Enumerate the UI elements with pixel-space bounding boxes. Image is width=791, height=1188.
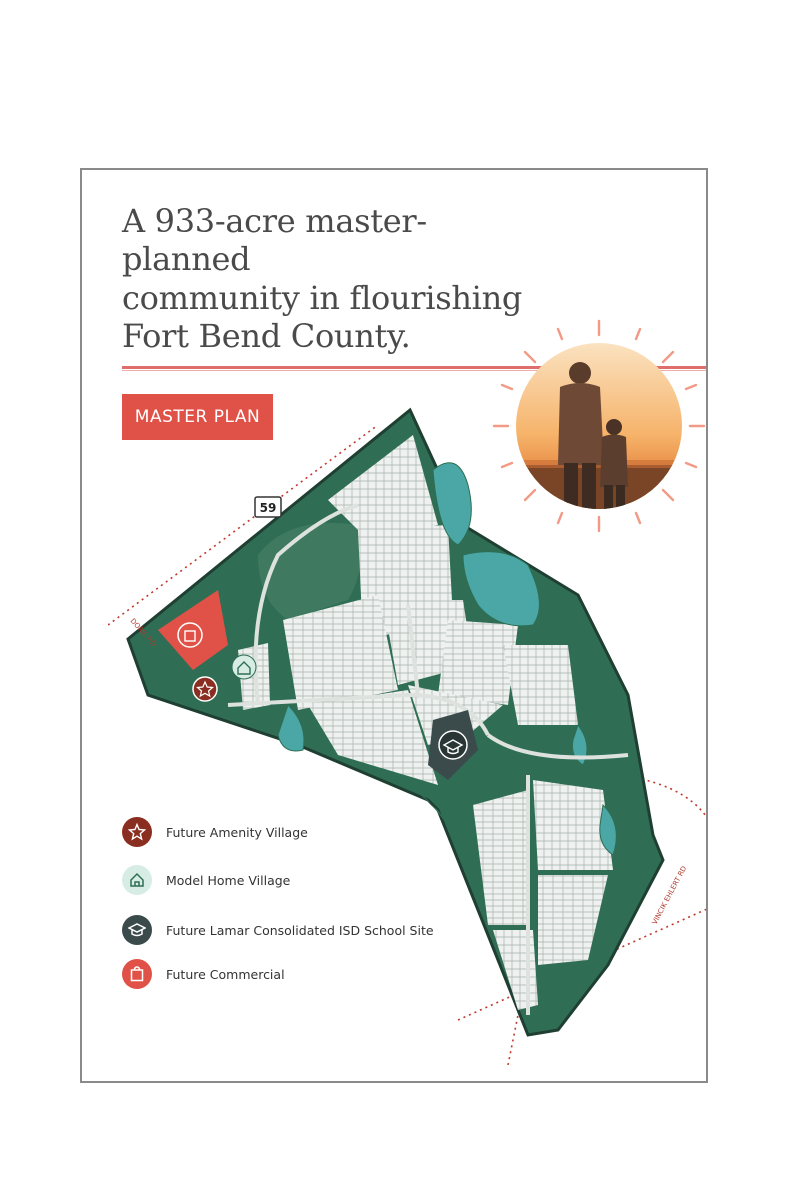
highway-shield-label: 59 xyxy=(259,501,277,515)
legend-item-school xyxy=(122,913,442,947)
legend-label: Future Lamar Consolidated ISD School Site xyxy=(166,922,434,938)
vincik-ehlert-rd-label: VINCIK EHLERT RD xyxy=(650,864,689,926)
graduation-cap-icon xyxy=(122,915,152,945)
legend-item-commercial xyxy=(122,957,442,991)
legend-label: Future Commercial xyxy=(166,966,285,982)
headline-line-2: community in flourishing xyxy=(122,278,523,317)
headline-line-1: A 933-acre master-planned xyxy=(122,202,427,279)
legend-label: Model Home Village xyxy=(166,872,291,888)
legend-item-amenity xyxy=(122,815,442,849)
legend-label: Future Amenity Village xyxy=(166,824,308,840)
master-plan-label: MASTER PLAN xyxy=(134,407,261,427)
star-icon xyxy=(122,817,152,847)
doris-rd-label: DORIS RD xyxy=(128,616,158,649)
legend-item-model-home xyxy=(122,863,442,897)
headline-line-3: Fort Bend County. xyxy=(122,317,411,356)
brochure-page xyxy=(80,168,708,1083)
house-icon xyxy=(122,865,152,895)
shopping-bag-icon xyxy=(122,959,152,989)
